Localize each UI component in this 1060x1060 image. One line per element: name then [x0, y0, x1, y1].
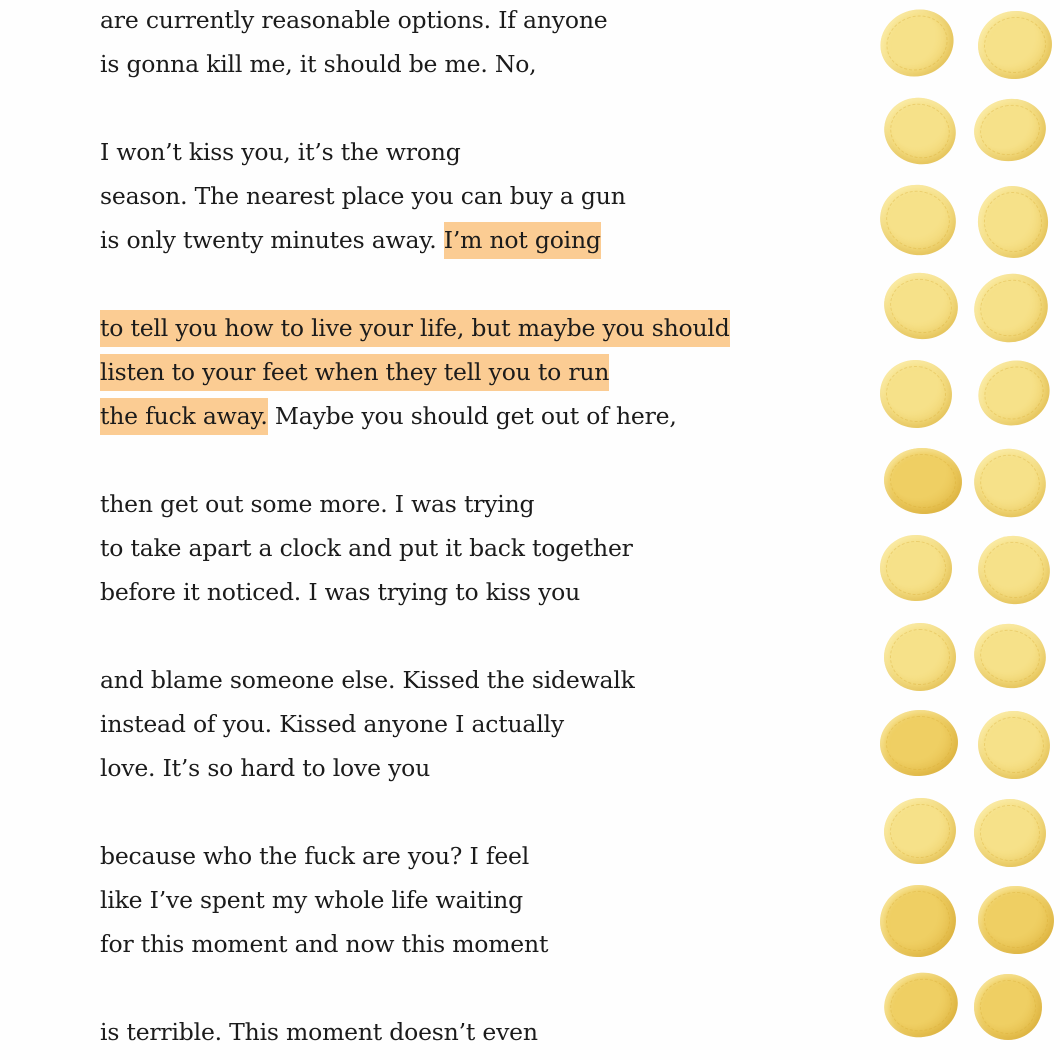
stanza [100, 1010, 800, 1054]
line-text: to take apart a clock and put it back together [100, 534, 633, 562]
gold-dot-icon [971, 179, 1055, 265]
gold-dot-icon [976, 884, 1055, 956]
line-text: because who the fuck are you? I feel [100, 842, 530, 870]
stanza [100, 0, 800, 86]
line-text: season. The nearest place you can buy a gun [100, 182, 626, 210]
poem-line [100, 658, 800, 702]
poem-body [100, 0, 800, 1060]
gold-dot-icon [970, 528, 1057, 612]
poem-line [100, 922, 800, 966]
poem-line [100, 306, 800, 350]
line-text: then get out some more. I was trying [100, 490, 535, 518]
gold-dot-icon [880, 793, 960, 867]
gold-dot-icon [878, 707, 960, 778]
line-text: for this moment and now this moment [100, 930, 549, 958]
gold-dot-icon [974, 7, 1056, 84]
gold-dot-icon [873, 177, 964, 263]
poem-line [100, 570, 800, 614]
gold-dot-icon [883, 622, 956, 691]
gold-dot-icon [871, 0, 963, 87]
gold-dot-icon [974, 974, 1042, 1040]
line-text: love. It’s so hard to love you [100, 754, 431, 782]
poem-line [100, 834, 800, 878]
line-text: is terrible. This moment doesn’t even [100, 1018, 538, 1046]
line-text: Maybe you should get out of here, [267, 402, 677, 430]
stanza [100, 658, 800, 790]
gold-dot-icon [874, 879, 961, 963]
highlighted-text: to tell you how to live your life, but maybe you should [100, 310, 730, 347]
stanza [100, 482, 800, 614]
highlighted-text: the fuck away. [100, 398, 268, 435]
line-text: and blame someone else. Kissed the sidewalk [100, 666, 635, 694]
poem-line [100, 0, 800, 42]
line-text: is gonna kill me, it should be me. No, [100, 50, 537, 78]
poem-line [100, 218, 800, 262]
poem-line [100, 526, 800, 570]
line-text: instead of you. Kissed anyone I actually [100, 710, 564, 738]
gold-dot-icon [879, 534, 953, 602]
gold-dot-icon [968, 617, 1052, 695]
poem-line [100, 174, 800, 218]
gold-dot-icon [878, 266, 963, 345]
line-text: before it noticed. I was trying to kiss you [100, 578, 581, 606]
gold-dot-icon [878, 965, 965, 1044]
gold-dot-icon [971, 795, 1050, 870]
gold-dot-icon [966, 265, 1056, 351]
poem-line [100, 42, 800, 86]
poem-line [100, 746, 800, 790]
gold-dot-decoration [870, 0, 1060, 1060]
stanza [100, 306, 800, 438]
poem-line [100, 702, 800, 746]
poem-line [100, 350, 800, 394]
poem-line [100, 878, 800, 922]
line-text: I won’t kiss you, it’s the wrong [100, 138, 461, 166]
gold-dot-icon [881, 444, 964, 517]
poem-line [100, 394, 800, 438]
line-text: is only twenty minutes away. [100, 226, 444, 254]
gold-dot-icon [969, 93, 1051, 167]
poem-line [100, 482, 800, 526]
gold-dot-icon [970, 351, 1059, 435]
gold-dot-icon [965, 439, 1054, 526]
poem-line [100, 1010, 800, 1054]
line-text: like I’ve spent my whole life waiting [100, 886, 523, 914]
poem-line [100, 130, 800, 174]
stanza [100, 130, 800, 262]
gold-dot-icon [876, 355, 957, 432]
highlighted-text: I’m not going [444, 222, 601, 259]
highlighted-text: listen to your feet when they tell you to run [100, 354, 609, 391]
stanza [100, 834, 800, 966]
gold-dot-icon [876, 88, 964, 172]
line-text: are currently reasonable options. If anyone [100, 6, 608, 34]
gold-dot-icon [973, 706, 1055, 784]
